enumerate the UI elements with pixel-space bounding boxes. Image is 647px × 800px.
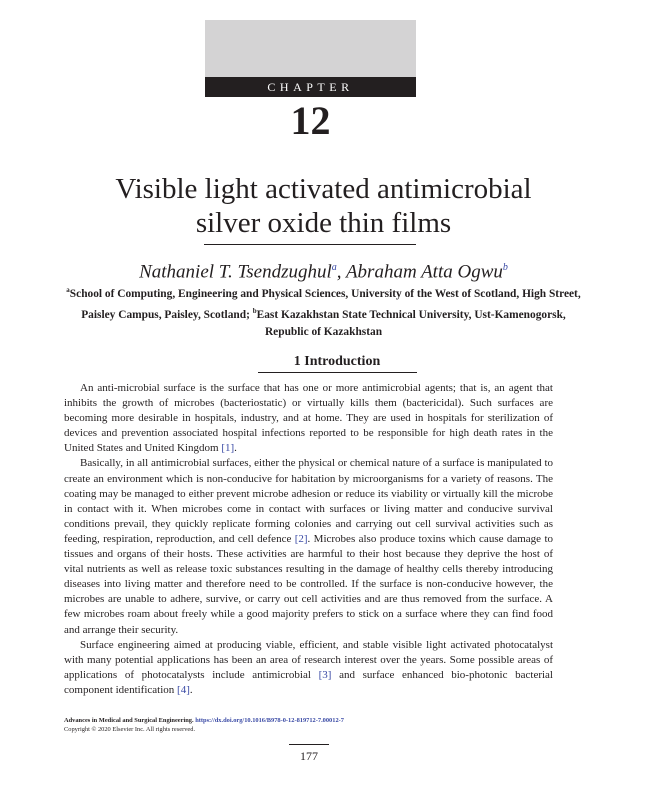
paragraph-text: .: [189, 683, 193, 696]
page-number-divider: [289, 744, 329, 745]
footer-notes: [64, 716, 553, 734]
citation-link-2[interactable]: [2]: [294, 532, 308, 545]
citation-link-1[interactable]: [1]: [221, 442, 235, 455]
footer-journal-line: [64, 716, 553, 725]
affil-a-text: School of Computing, Engineering and Physical Sciences, University of the West of Scotland, High Street, Paisley Campus, Paisley, Scotland;: [69, 287, 581, 321]
copyright-line: Copyright © 2020 Elsevier Inc. All rights reserved.: [64, 726, 196, 733]
affiliations: [60, 282, 587, 341]
title-line-2: silver oxide thin films: [195, 207, 452, 239]
author-list: [40, 256, 607, 284]
citation-link-3[interactable]: [3]: [318, 668, 332, 681]
author-separator: ,: [336, 261, 346, 283]
paragraph-text: and surface enhanced bio-photonic bacterial component identification: [64, 668, 553, 696]
affil-b-text: East Kazakhstan State Technical University, Ust-Kamenogorsk, Republic of Kazakhstan: [256, 308, 566, 338]
affil-a-marker: a: [66, 286, 70, 294]
title-line-1: Visible light activated antimicrobial: [115, 173, 532, 205]
chapter-box: [205, 20, 416, 77]
paragraph-text: Surface engineering aimed at producing viable, efficient, and stable visible light activated photocatalyst with many potential applications has been an area of research interest over the years. Some possible areas of applications of photocatalysts include antimicrobial: [64, 638, 553, 681]
section-heading: 1 Introduction: [293, 354, 381, 369]
page-number: 177: [300, 749, 318, 763]
citation-link-4[interactable]: [4]: [177, 683, 190, 696]
body-text: [64, 381, 553, 698]
title-divider: [204, 244, 416, 245]
paragraph-text: . Microbes also produce toxins which cause damage to tissues and organs of their hosts. These activities are harmful to their host because they deprive the host of vital nutrients as well as release toxic substances resulting in the damage of healthy cells thereby introducing diseases into living matter and therefore need to be controlled. If the surface is non-conducive however, the microbes are unable to adhere, survive, or carry out cell activities and are thus removed from the surface. A few microbes roam about freely while a good majority prefers to stick on a surface where they can find food and arrange their security.: [64, 532, 553, 636]
doi-link[interactable]: https://dx.doi.org/10.1016/B978-0-12-819712-7.00012-7: [193, 717, 344, 724]
paragraph-3: [64, 638, 553, 698]
paragraph-text: Basically, in all antimicrobial surfaces, either the physical or chemical nature of a surface is manipulated to create an environment which is non-conducive for habitation by microorganisms for a variety of reasons. The coating may be managed to either prevent microbe adhesion or reduce its viability or virtually kill the microbe in contact with it. When microbes come in contact with surfaces or living matter and conducive survival conditions prevail, they quickly replicate forming colonies and carrying out cell survival activities such as feeding, respiration, reproduction, and cell defence: [64, 457, 553, 545]
author-2: Abraham Atta Ogwu: [345, 261, 503, 283]
paragraph-1: [64, 381, 553, 456]
journal-name: Advances in Medical and Surgical Engineering.: [64, 717, 194, 724]
paragraph-2: [64, 456, 553, 637]
author-2-affil-link[interactable]: b: [502, 262, 508, 273]
author-1-affil-link[interactable]: a: [331, 262, 337, 273]
paragraph-text: An anti-microbial surface is the surface that has one or more antimicrobial agents; that is, an agent that inhibits the growth of microbes (bacteriostatic) or virtually kills them (bactericidal). Such surfaces are becoming more desirable in hospitals, industry, and at home. They are used in hospitals for sterilization of devices and prevention associated hospital infections reported to be responsible for high death rates in the United States and United Kingdom: [64, 382, 553, 455]
author-1: Nathaniel T. Tsendzughul: [139, 261, 332, 283]
section-divider: [258, 372, 417, 373]
paragraph-text: .: [234, 442, 237, 455]
chapter-number: 12: [290, 98, 331, 143]
affil-b-marker: b: [252, 306, 257, 315]
chapter-label: CHAPTER: [205, 77, 416, 97]
chapter-title: [40, 172, 607, 240]
